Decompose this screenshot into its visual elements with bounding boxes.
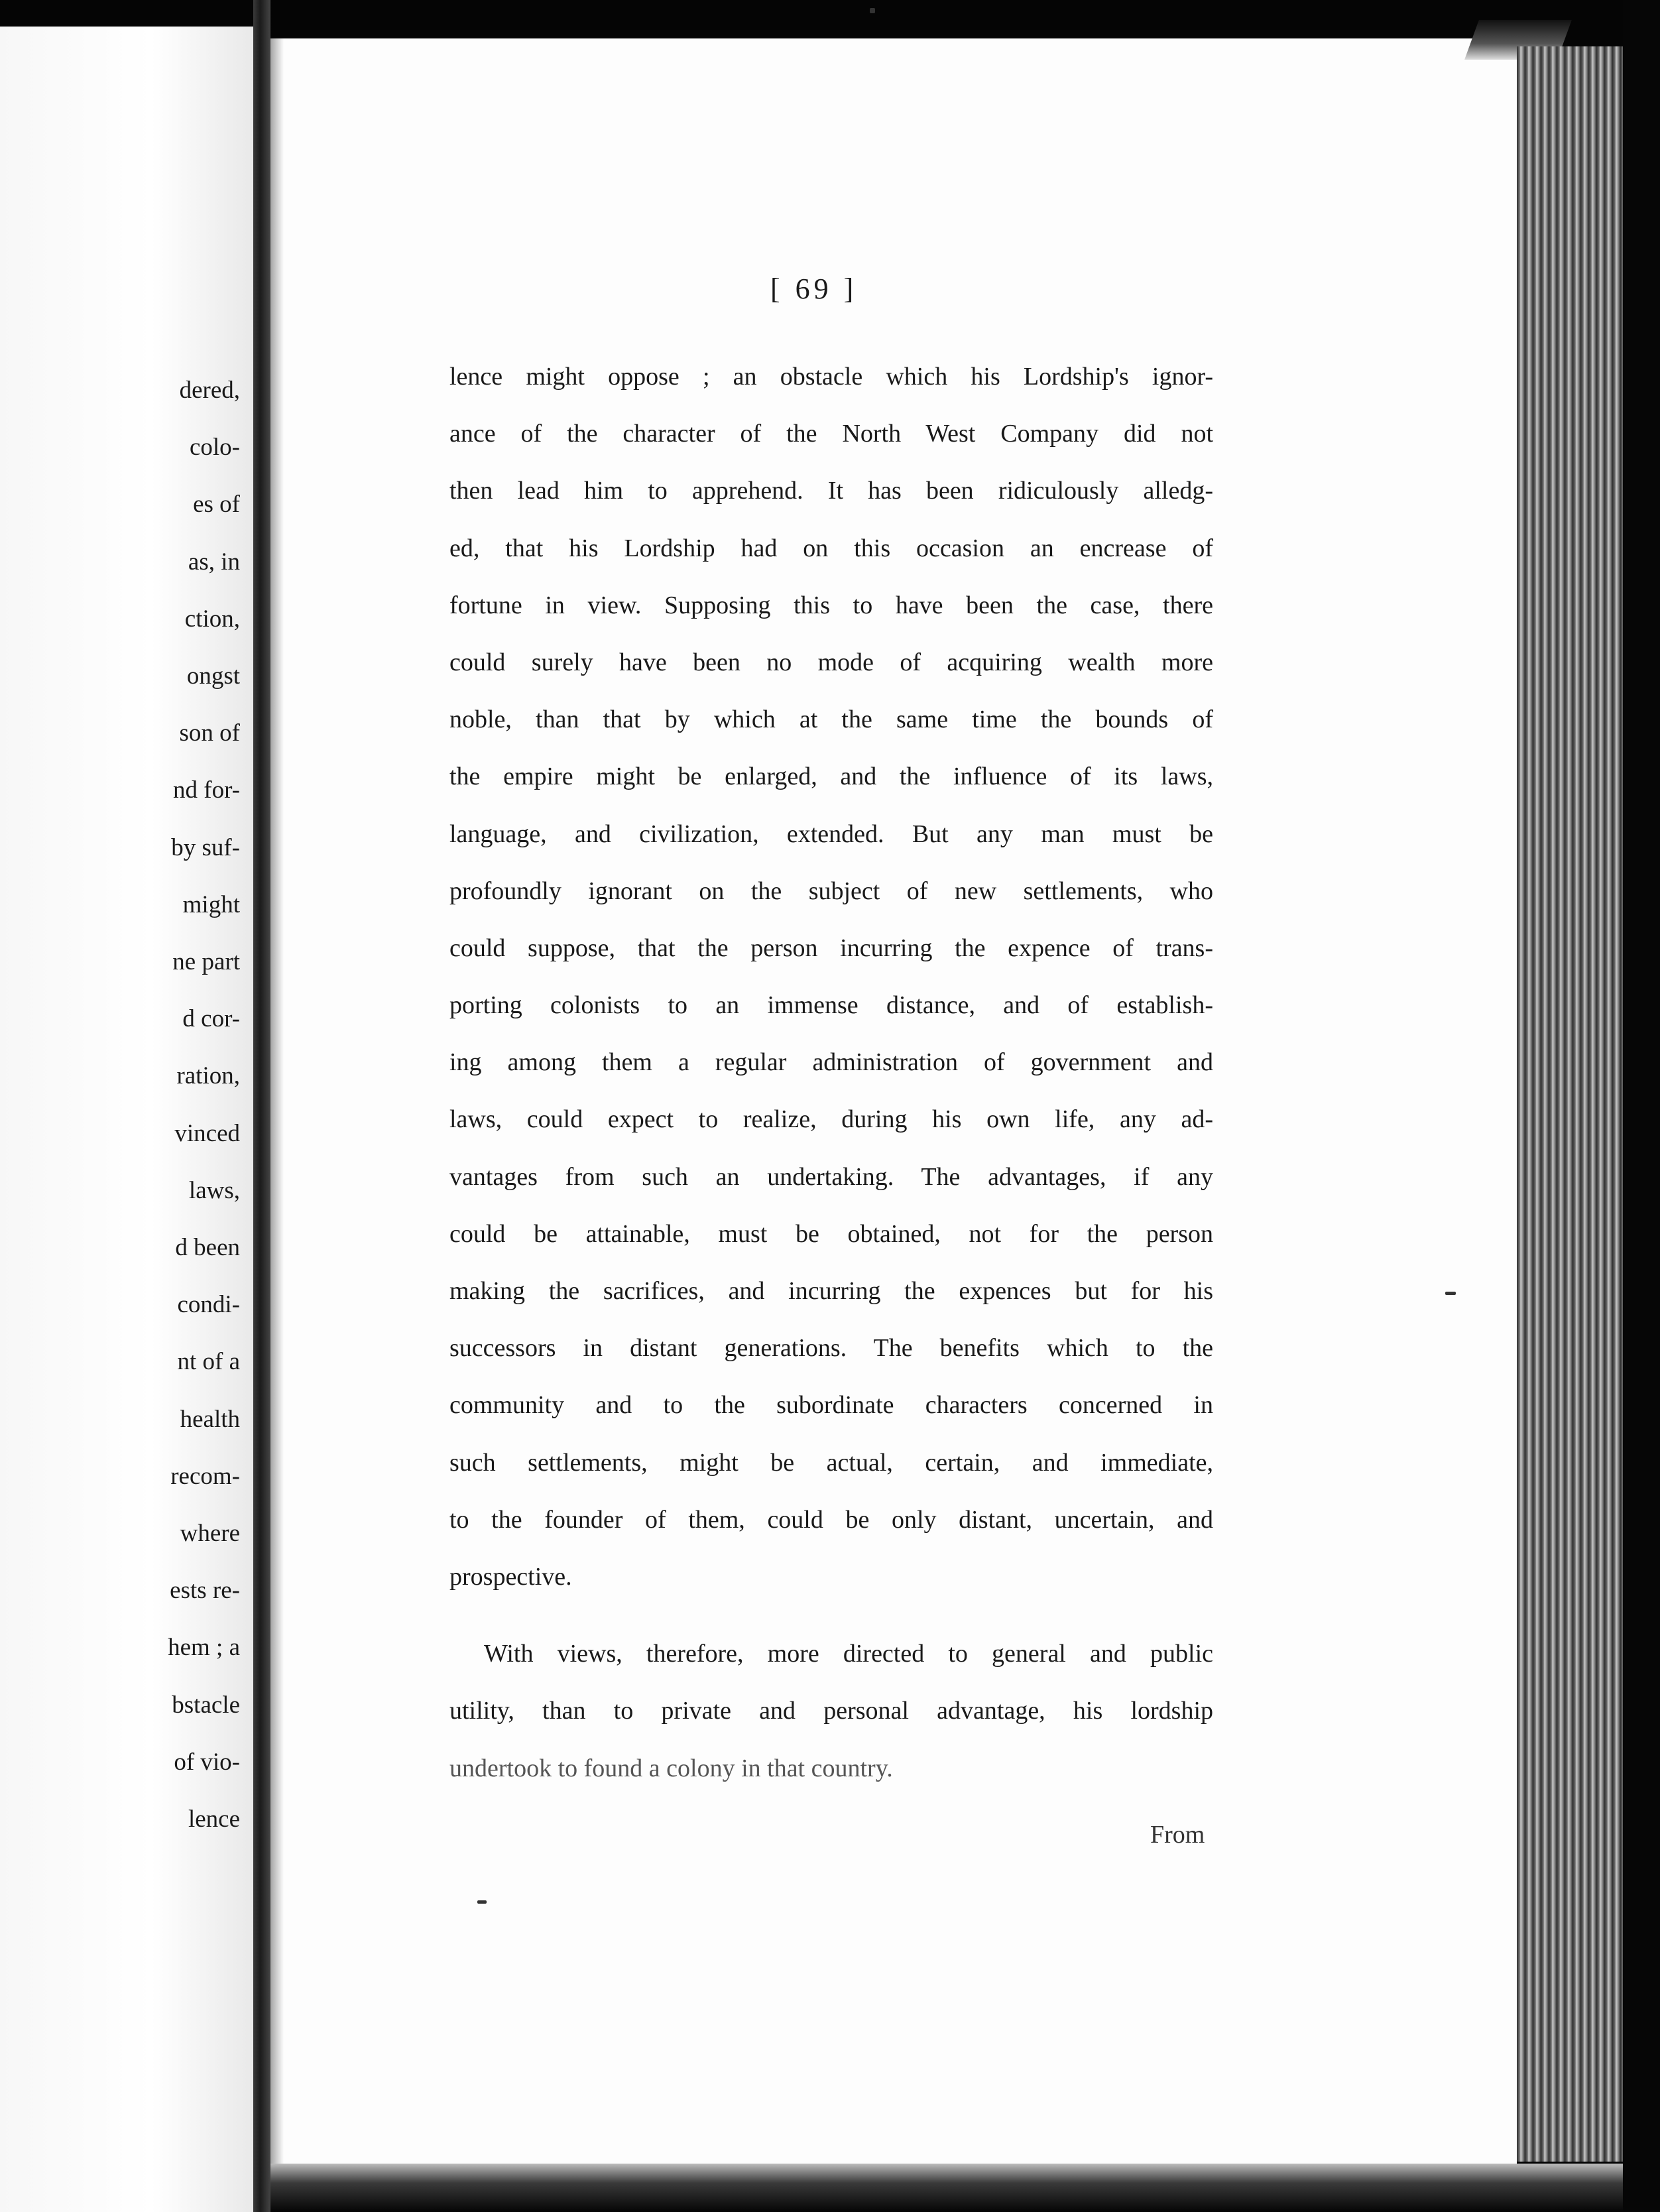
left-page-line: where xyxy=(180,1520,240,1547)
left-page-line: ongst xyxy=(186,662,240,690)
left-page-line: ration, xyxy=(176,1062,240,1090)
left-page-line: colo- xyxy=(189,434,240,461)
left-page-line: lence xyxy=(188,1806,240,1833)
text-line: community and to the subordinate characters concerned in xyxy=(449,1391,1213,1420)
text-line: porting colonists to an immense distance, and of establish- xyxy=(449,991,1213,1020)
left-page-line: nd for- xyxy=(173,776,240,804)
left-page-line: bstacle xyxy=(172,1691,240,1719)
text-line: profoundly ignorant on the subject of new settlements, who xyxy=(449,877,1213,905)
text-line: utility, than to private and personal advantage, his lordship xyxy=(449,1697,1213,1725)
left-page-line: health xyxy=(180,1405,240,1433)
scan-speck xyxy=(870,8,875,13)
text-line: language, and civilization, extended. But any man must be xyxy=(449,820,1213,848)
text-line: prospective. xyxy=(449,1562,572,1591)
text-line: the empire might be enlarged, and the influence of its laws, xyxy=(449,763,1213,791)
left-page-line: es of xyxy=(193,491,240,519)
text-line: such settlements, might be actual, certain, and immediate, xyxy=(449,1448,1213,1477)
left-page-surface xyxy=(0,27,253,2212)
text-line: laws, could expect to realize, during his own life, any ad- xyxy=(449,1105,1213,1134)
paragraph-1 xyxy=(449,363,1213,1621)
catchword: From xyxy=(1150,1821,1205,1849)
scan-speck xyxy=(477,1900,487,1904)
text-line: ed, that his Lordship had on this occasion an encrease of xyxy=(449,534,1213,562)
left-page-line: of vio- xyxy=(174,1748,240,1776)
left-page-line: son of xyxy=(179,719,240,747)
left-page-line: ne part xyxy=(172,948,240,975)
text-line: then lead him to apprehend. It has been ridiculously alledg- xyxy=(449,477,1213,505)
text-line: lence might oppose ; an obstacle which his Lordship's ignor- xyxy=(449,363,1213,391)
left-page-line: d been xyxy=(175,1234,240,1261)
text-line: noble, than that by which at the same time the bounds of xyxy=(449,706,1213,734)
text-line: successors in distant generations. The benefits which to the xyxy=(449,1334,1213,1363)
text-line: to the founder of them, could be only distant, uncertain, and xyxy=(449,1505,1213,1534)
left-page-line: nt of a xyxy=(177,1348,240,1376)
left-page-line: vinced xyxy=(174,1119,240,1147)
scan-background-right xyxy=(1623,0,1660,2212)
left-page xyxy=(0,27,253,2212)
left-page-line: might xyxy=(182,891,240,918)
text-line: fortune in view. Supposing this to have been the case, there xyxy=(449,591,1213,619)
left-page-line: condi- xyxy=(177,1291,240,1319)
left-page-line: recom- xyxy=(170,1462,240,1490)
text-line: could be attainable, must be obtained, not for the person xyxy=(449,1219,1213,1248)
left-page-line: d cor- xyxy=(182,1005,240,1033)
page-stack-edge xyxy=(1517,46,1623,2162)
paragraph-2 xyxy=(449,1640,1213,1812)
left-page-line: ests re- xyxy=(170,1577,240,1605)
text-line: making the sacrifices, and incurring the expences but for his xyxy=(449,1277,1213,1305)
left-page-line: hem ; a xyxy=(168,1634,240,1662)
page-bottom-shadow xyxy=(270,2164,1623,2212)
left-page-line: ction, xyxy=(184,605,240,633)
gutter-shadow xyxy=(270,0,284,2212)
text-line: ing among them a regular administration of government and xyxy=(449,1048,1213,1077)
left-page-line: as, in xyxy=(188,548,240,576)
body-text xyxy=(449,363,1213,1812)
left-page-line: laws, xyxy=(188,1176,240,1204)
text-line: ance of the character of the North West Company did not xyxy=(449,420,1213,448)
text-line: undertook to found a colony in that country. xyxy=(449,1754,893,1782)
left-page-line: dered, xyxy=(179,377,240,404)
text-line: could suppose, that the person incurring the expence of trans- xyxy=(449,934,1213,962)
text-line: With views, therefore, more directed to general and public xyxy=(484,1640,1213,1668)
text-line: could surely have been no mode of acquiring wealth more xyxy=(449,648,1213,676)
left-page-line: by suf- xyxy=(171,833,240,861)
book-gutter xyxy=(253,0,270,2212)
paragraph-gap xyxy=(449,1621,1213,1640)
page-number: [ 69 ] xyxy=(770,273,858,305)
scan-speck xyxy=(1445,1292,1456,1295)
text-line: vantages from such an undertaking. The advantages, if any xyxy=(449,1162,1213,1191)
